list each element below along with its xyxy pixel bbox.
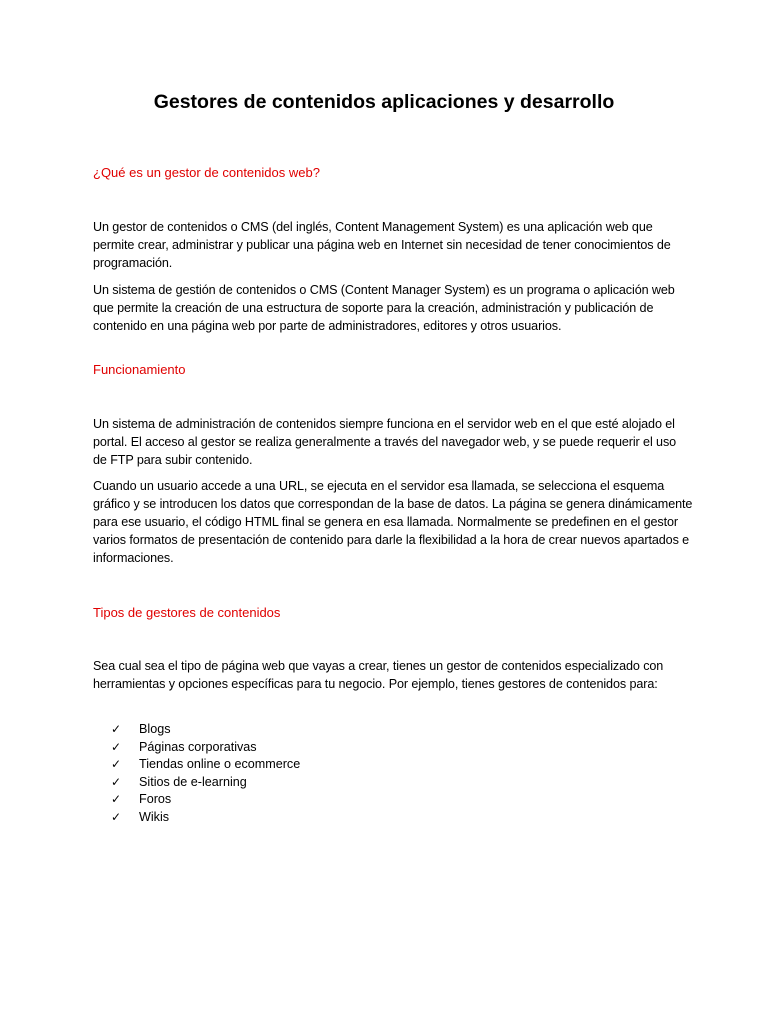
section-heading-que-es: ¿Qué es un gestor de contenidos web?: [93, 165, 320, 180]
section-heading-tipos: Tipos de gestores de contenidos: [93, 605, 281, 620]
section-heading-funcionamiento: Funcionamiento: [93, 362, 186, 377]
list-item: [111, 721, 300, 739]
list-item-label: Páginas corporativas: [139, 739, 257, 754]
document-title: Gestores de contenidos aplicaciones y desarrollo: [153, 91, 615, 113]
paragraph-definicion-cms: Un gestor de contenidos o CMS (del inglés, Content Management System) es una aplicación web que permite crear, administrar y publicar una página web en Internet sin necesidad de tener conocimientos de programación.: [93, 220, 671, 270]
checkmark-icon: ✓: [111, 792, 122, 807]
checkmark-icon: ✓: [111, 809, 122, 824]
paragraph-servidor-web: Un sistema de administración de contenidos siempre funciona en el servidor web en el que esté alojado el portal. El acceso al gestor se realiza generalmente a través del navegador web, y se puede requerir el uso de FTP para subir contenido.: [93, 417, 677, 467]
list-item-label: Sitios de e-learning: [139, 774, 247, 789]
list-item: [111, 809, 300, 827]
checkmark-icon: ✓: [111, 722, 122, 736]
list-item-label: Foros: [139, 792, 172, 807]
checkmark-icon: ✓: [111, 739, 122, 754]
checkmark-icon: ✓: [111, 757, 122, 772]
list-item: [111, 756, 300, 774]
list-item: [111, 791, 300, 809]
list-item-label: Tiendas online o ecommerce: [139, 757, 301, 772]
paragraph-sistema-gestion: Un sistema de gestión de contenidos o CMS (Content Manager System) es un programa o aplicación web que permite la creación de una estructura de soporte para la creación, administración y publicación de contenido en una página web por parte de administradores, editores y otros usuarios.: [93, 283, 675, 333]
list-item-label: Blogs: [139, 722, 171, 736]
list-item-label: Wikis: [139, 809, 170, 824]
checkmark-icon: ✓: [111, 774, 122, 789]
list-item: [111, 739, 300, 757]
cms-types-list: [111, 721, 300, 827]
paragraph-usuario-url: Cuando un usuario accede a una URL, se ejecuta en el servidor esa llamada, se selecciona el esquema gráfico y se introducen los datos que correspondan de la base de datos. La página se genera dinámicamente para ese usuario, el código HTML final se genera en esa llamada. Normalmente se predefinen en el gestor varios formatos de presentación de contenido para darle la flexibilidad a la hora de crear nuevos apartados e informaciones.: [93, 479, 693, 565]
list-item: [111, 774, 300, 792]
paragraph-tipos-intro: Sea cual sea el tipo de página web que vayas a crear, tienes un gestor de contenidos especializado con herramientas y opciones específicas para tu negocio. Por ejemplo, tienes gestores de contenidos para:: [93, 659, 664, 691]
